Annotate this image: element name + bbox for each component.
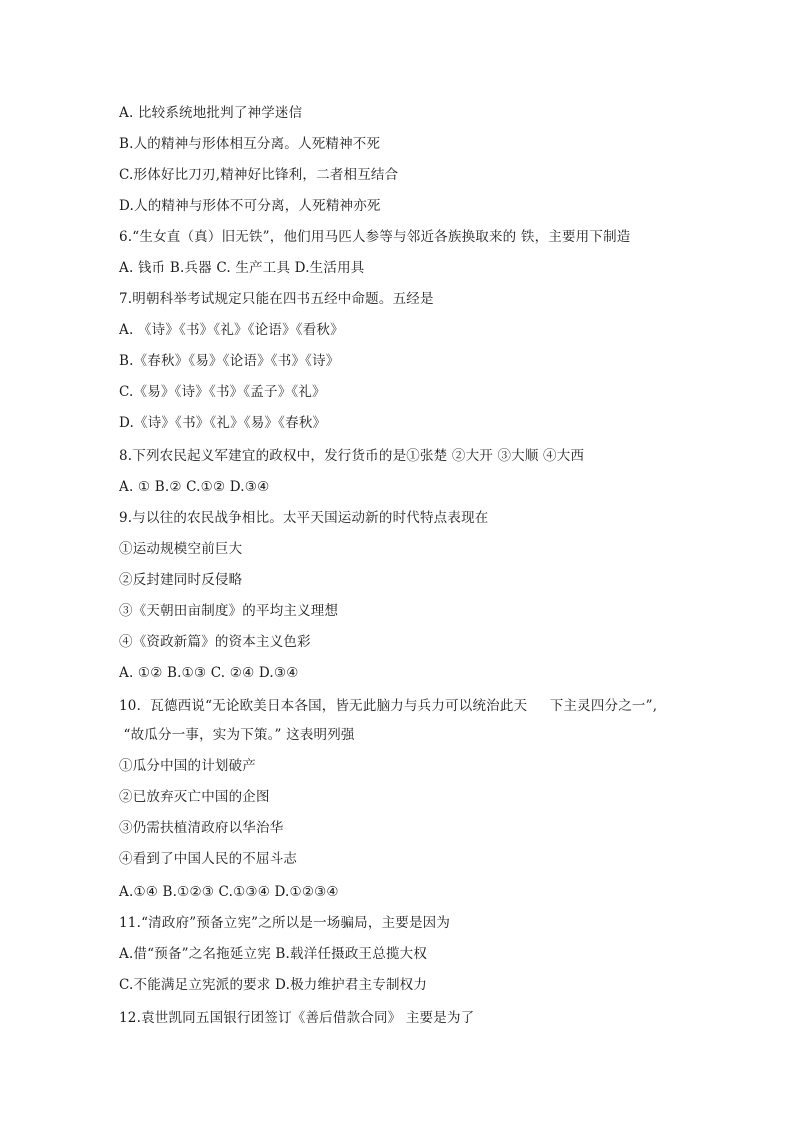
- statement-line: ④《资政新篇》的资本主义色彩: [119, 634, 311, 650]
- option-line: A. 《诗》《书》《礼》《论语》《看秋》: [119, 322, 344, 338]
- option-line: D.《诗》《书》《礼》《易》《春秋》: [119, 415, 327, 431]
- statement-line: ③《天朝田亩制度》的平均主义理想: [119, 603, 339, 619]
- option-line: A. ① B.② C.①② D.③④: [119, 479, 270, 495]
- question-7: 7.明朝科举考试规定只能在四书五经中命题。五经是: [119, 291, 434, 307]
- question-8: 8.下列农民起义军建宜的政权中，发行货币的是①张楚 ②大开 ③大顺 ④大西: [119, 448, 585, 464]
- question-10: 10．瓦德西说“无论欧美日本各国，皆无此脑力与兵力可以统治此天 下主灵四分之一”,: [119, 698, 658, 714]
- question-6: 6.“生女直（真）旧无铁”，他们用马匹人参等与邻近各族换取来的 铁，主要用下制造: [119, 229, 631, 245]
- option-line: C.《易》《诗》《书》《孟子》《礼》: [119, 384, 326, 400]
- option-line: A.借“预备”之名拖延立宪 B.载洋任摄政王总揽大权: [119, 946, 428, 962]
- option-line: C.形体好比刀刃,精神好比锋利，二者相互结合: [119, 167, 399, 183]
- option-line: A. 钱币 B.兵器 C. 生产工具 D.生活用具: [119, 260, 365, 276]
- option-line: A. 比较系统地批判了神学迷信: [119, 105, 303, 121]
- question-9: 9.与以往的农民战争相比。太平天国运动新的时代特点表现在: [119, 510, 489, 526]
- question-10-continued: “故瓜分一事，实为下策。” 这表明列强: [119, 727, 355, 743]
- statement-line: ②已放弃灭亡中国的企图: [119, 789, 270, 805]
- option-line: A.①④ B.①②③ C.①③④ D.①②③④: [119, 884, 339, 900]
- option-line: B.《春秋》《易》《论语》《书》《诗》: [119, 353, 340, 369]
- statement-line: ①瓜分中国的计划破产: [119, 758, 256, 774]
- option-line: D.人的精神与形体不可分离，人死精神亦死: [119, 198, 381, 214]
- option-line: A. ①② B.①③ C. ②④ D.③④: [119, 665, 299, 681]
- question-11: 11.“清政府”预备立宪”之所以是一场骗局，主要是因为: [119, 915, 451, 931]
- statement-line: ②反封建同时反侵略: [119, 572, 243, 588]
- statement-line: ④看到了中国人民的不屈斗志: [119, 851, 298, 867]
- option-line: C.不能满足立宪派的要求 D.极力维护君主专制权力: [119, 977, 428, 993]
- question-12: 12.袁世凯同五国银行团签订《善后借款合同》 主要是为了: [119, 1010, 475, 1026]
- option-line: B.人的精神与形体相互分离。人死精神不死: [119, 136, 381, 152]
- statement-line: ③仍需扶植清政府以华治华: [119, 820, 284, 836]
- statement-line: ①运动规模空前巨大: [119, 541, 243, 557]
